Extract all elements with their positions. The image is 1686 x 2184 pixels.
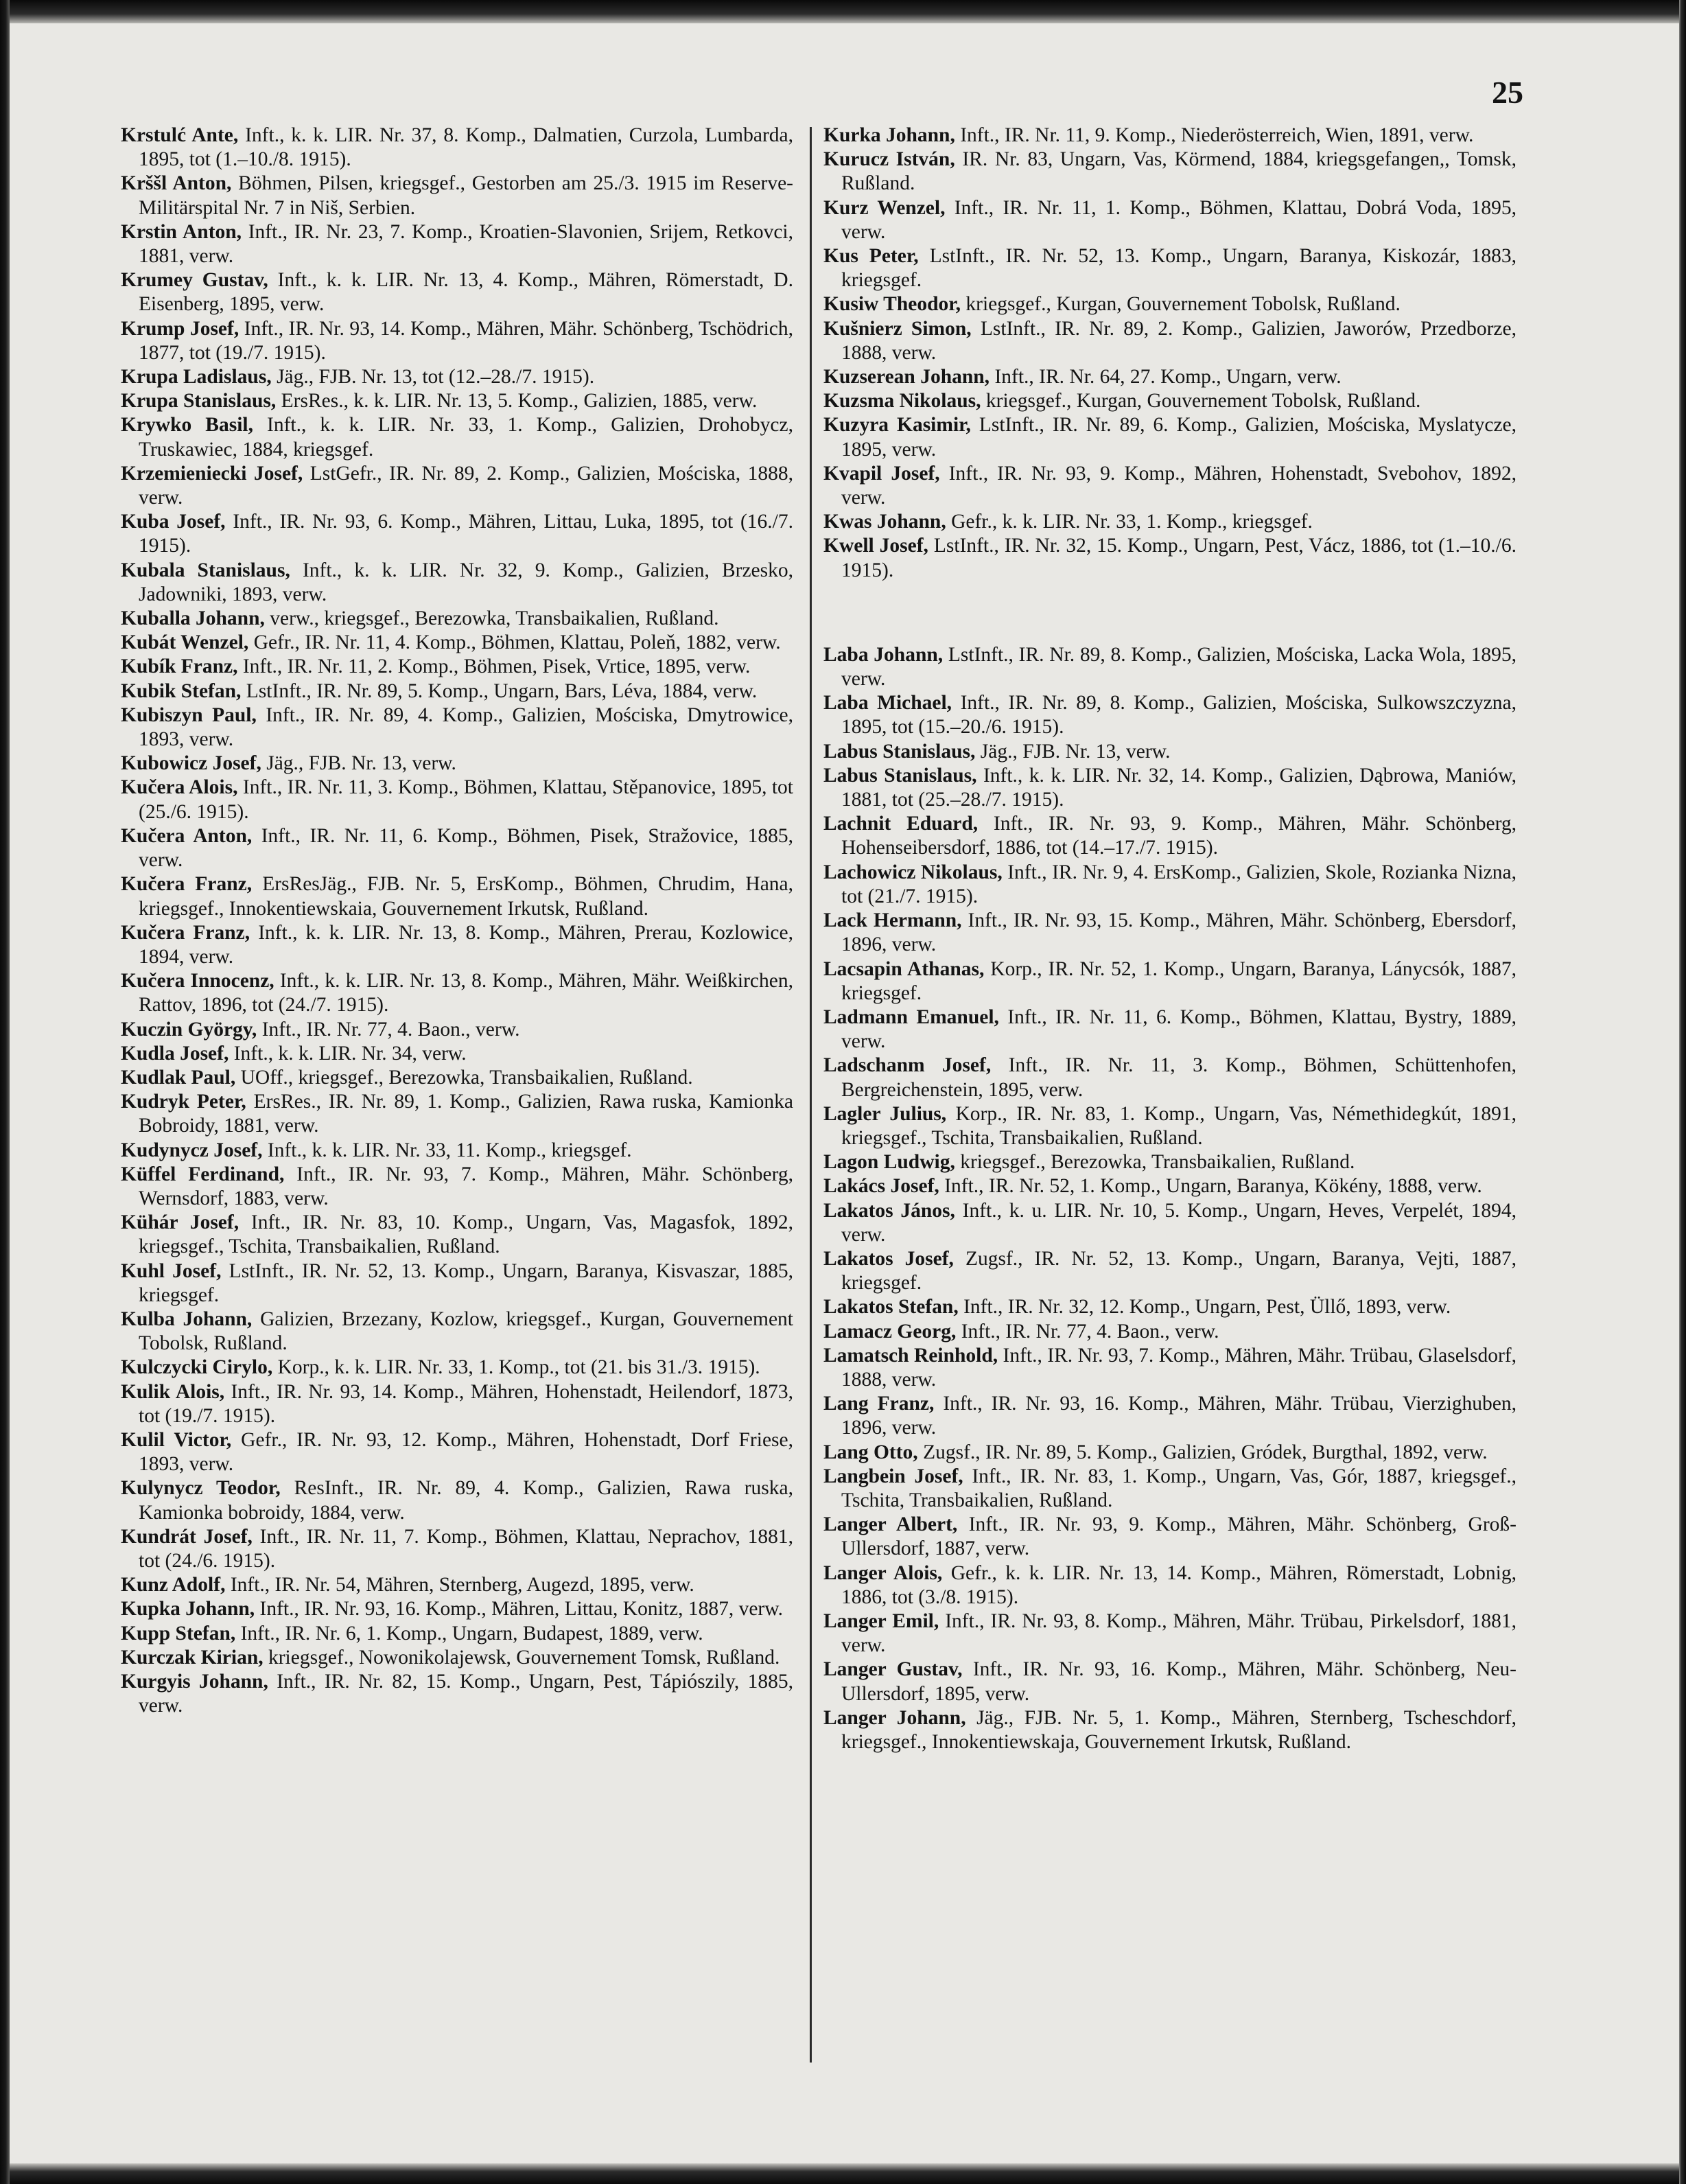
entry-name: Laba Johann, [823,643,944,666]
entry-name: Kučera Franz, [121,873,253,896]
entry-name: Lacsapin Athanas, [823,957,985,980]
casualty-entry [823,196,1517,244]
entry-name: Langer Gustav, [823,1658,963,1681]
entry-details: Inft., IR. Nr. 93, 9. Komp., Mähren, Mähr. Schönberg, Hohenseibersdorf, 1886, tot (14.–17./7. 1915). [841,813,1517,859]
casualty-entry [121,317,793,365]
entry-name: Kulynycz Teodor, [121,1477,281,1500]
casualty-entry [823,1610,1517,1658]
scan-border-left [0,0,10,2184]
casualty-entry [121,872,793,920]
casualty-entry [823,510,1517,534]
entry-details: Inft., k. k. LIR. Nr. 34, verw. [233,1042,467,1065]
entry-name: Kuhl Josef, [121,1259,222,1282]
casualty-entry [121,1356,793,1380]
casualty-entry [823,462,1517,510]
entry-details: Inft., k. k. LIR. Nr. 32, 9. Komp., Galizien, Brzesko, Jadowniki, 1893, verw. [139,559,794,605]
entry-name: Langbein Josef, [823,1465,963,1487]
casualty-entry [121,1066,793,1090]
entry-details: LstInft., IR. Nr. 32, 15. Komp., Ungarn, Pest, Vácz, 1886, tot (1.–10./6. 1915). [841,535,1517,581]
casualty-entry [823,1054,1517,1102]
entry-name: Lachowicz Nikolaus, [823,861,1003,883]
casualty-entry [823,124,1517,148]
entry-details: Inft., k. k. LIR. Nr. 13, 8. Komp., Mähren, Mähr. Weißkirchen, Rattov, 1896, tot (24./7. 1915). [139,970,793,1017]
entry-details: Inft., IR. Nr. 6, 1. Komp., Ungarn, Budapest, 1889, verw. [240,1622,703,1645]
casualty-entry [823,1392,1517,1440]
casualty-entry [823,1199,1517,1247]
entry-details: Inft., IR. Nr. 82, 15. Komp., Ungarn, Pest, Tápiószily, 1885, verw. [139,1671,793,1717]
casualty-entry [121,607,793,631]
entry-details: Inft., IR. Nr. 93, 9. Komp., Mähren, Mähr. Schönberg, Groß-Ullersdorf, 1887, verw. [841,1513,1517,1560]
casualty-entry [121,1380,793,1428]
entry-details: Inft., IR. Nr. 77, 4. Baon., verw. [961,1320,1219,1343]
right-column [823,124,1517,1754]
entry-details: Inft., IR. Nr. 32, 12. Komp., Ungarn, Pest, Üllő, 1893, verw. [963,1296,1451,1318]
casualty-entry [121,559,793,607]
scan-border-right [1679,0,1686,2184]
entry-name: Lachnit Eduard, [823,813,979,835]
casualty-entry [121,1646,793,1670]
casualty-entry [823,148,1517,196]
entry-details: LstInft., IR. Nr. 89, 2. Komp., Galizien, Jaworów, Przedborze, 1888, verw. [841,317,1517,364]
casualty-entry [823,740,1517,764]
scan-border-bottom [0,2163,1686,2184]
entry-name: Kudynycz Josef, [121,1139,263,1161]
entry-name: Kvapil Josef, [823,462,940,485]
casualty-entry [823,1006,1517,1054]
casualty-entry [121,776,793,824]
entry-details: Inft., IR. Nr. 52, 1. Komp., Ungarn, Baranya, Kökény, 1888, verw. [944,1175,1482,1198]
casualty-entry [121,1090,793,1138]
casualty-entry [121,1308,793,1356]
entry-name: Kudla Josef, [121,1042,229,1065]
casualty-entry [823,1320,1517,1344]
entry-name: Krstulć Ante, [121,124,239,146]
casualty-entry [121,1573,793,1597]
entry-details: Inft., IR. Nr. 11, 9. Komp., Niederösterreich, Wien, 1891, verw. [960,124,1474,146]
entry-details: Zugsf., IR. Nr. 89, 5. Komp., Galizien, Gródek, Burgthal, 1892, verw. [923,1441,1488,1463]
entry-details: Inft., k. k. LIR. Nr. 33, 1. Komp., Galizien, Drohobycz, Truskawiec, 1884, kriegsgef. [139,414,793,461]
entry-name: Labus Stanislaus, [823,740,976,763]
casualty-entry [823,691,1517,739]
casualty-entry [121,1211,793,1259]
casualty-entry [121,921,793,969]
entry-details: ErsRes., IR. Nr. 89, 1. Komp., Galizien, Rawa ruska, Kamionka Bobroidy, 1881, verw. [139,1091,794,1137]
casualty-entry [121,172,793,220]
entry-name: Krump Josef, [121,317,239,340]
entry-name: Kuzsma Nikolaus, [823,390,981,413]
entry-name: Kwell Josef, [823,535,928,557]
column-divider [810,127,812,2063]
entry-name: Lamatsch Reinhold, [823,1344,998,1367]
casualty-entry [823,1441,1517,1465]
entry-details: Inft., IR. Nr. 11, 2. Komp., Böhmen, Pisek, Vrtice, 1895, verw. [242,655,751,678]
entry-details: Inft., k. k. LIR. Nr. 13, 4. Komp., Mähren, Römerstadt, D. Eisenberg, 1895, verw. [139,269,793,316]
entry-name: Krumey Gustav, [121,269,268,292]
entry-name: Kučera Alois, [121,776,238,799]
entry-details: Jäg., FJB. Nr. 13, tot (12.–28./7. 1915). [277,366,595,388]
entry-name: Kurka Johann, [823,124,955,146]
entry-name: Krupa Ladislaus, [121,366,272,388]
entry-name: Kuczin György, [121,1018,257,1041]
casualty-entry [121,704,793,752]
entry-details: Inft., IR. Nr. 93, 8. Komp., Mähren, Mähr. Trübau, Pirkelsdorf, 1881, verw. [841,1610,1517,1657]
entry-details: Inft., IR. Nr. 11, 6. Komp., Böhmen, Pisek, Stražovice, 1885, verw. [139,824,794,872]
entry-details: Inft., k. k. LIR. Nr. 33, 11. Komp., kriegsgef. [267,1139,632,1161]
entry-name: Kuballa Johann, [121,607,265,630]
entry-name: Kulba Johann, [121,1308,253,1330]
entry-details: LstInft., IR. Nr. 89, 6. Komp., Galizien, Mościska, Myslatycze, 1895, verw. [841,414,1517,461]
entry-details: ResInft., IR. Nr. 89, 4. Komp., Galizien, Rawa ruska, Kamionka bobroidy, 1884, verw. [139,1477,793,1524]
entry-name: Krstin Anton, [121,220,242,243]
casualty-entry [121,124,793,172]
casualty-entry [121,824,793,872]
casualty-entry [121,1525,793,1573]
entry-details: kriegsgef., Berezowka, Transbaikalien, Rußland. [960,1151,1355,1174]
casualty-entry [121,413,793,461]
entry-name: Labus Stanislaus, [823,764,977,787]
casualty-entry [121,365,793,389]
entry-name: Lang Franz, [823,1393,935,1415]
entry-name: Kuba Josef, [121,511,226,533]
entry-details: Inft., IR. Nr. 83, 1. Komp., Ungarn, Vas, Gór, 1887, kriegsgef., Tschita, Transbaikalien, Rußland. [841,1465,1517,1511]
entry-name: Ladmann Emanuel, [823,1006,999,1028]
entry-name: Lakács Josef, [823,1175,939,1198]
casualty-entry [823,365,1517,389]
entry-name: Kupka Johann, [121,1598,255,1620]
entry-name: Kubala Stanislaus, [121,559,290,581]
casualty-entry [823,957,1517,1006]
entry-details: Korp., k. k. LIR. Nr. 33, 1. Komp., tot (21. bis 31./3. 1915). [277,1356,760,1379]
entry-details: Inft., IR. Nr. 11, 7. Komp., Böhmen, Klattau, Neprachov, 1881, tot (24./6. 1915). [139,1525,793,1572]
casualty-entry [121,1163,793,1211]
entry-name: Langer Albert, [823,1513,958,1536]
entry-name: Lakatos Stefan, [823,1296,959,1318]
entry-name: Kunz Adolf, [121,1574,226,1596]
entry-name: Kurucz István, [823,148,955,171]
casualty-entry [121,1018,793,1042]
entry-details: verw., kriegsgef., Berezowka, Transbaikalien, Rußland. [270,607,719,630]
casualty-entry [121,631,793,655]
entry-details: Jäg., FJB. Nr. 13, verw. [266,752,456,775]
entry-details: Inft., IR. Nr. 11, 3. Komp., Böhmen, Klattau, Stěpanovice, 1895, tot (25./6. 1915). [139,776,794,823]
entry-details: LstInft., IR. Nr. 52, 13. Komp., Ungarn, Baranya, Kisvaszar, 1885, kriegsgef. [139,1259,794,1306]
casualty-entry [823,812,1517,860]
casualty-entry [121,1670,793,1718]
casualty-entry [823,1658,1517,1706]
entry-name: Kurczak Kirian, [121,1646,264,1669]
casualty-entry [823,643,1517,691]
entry-name: Kubát Wenzel, [121,631,249,654]
entry-name: Kundrát Josef, [121,1525,253,1548]
entry-details: Inft., IR. Nr. 11, 3. Komp., Böhmen, Schüttenhofen, Bergreichenstein, 1895, verw. [841,1054,1517,1101]
entry-details: Inft., k. k. LIR. Nr. 13, 8. Komp., Mähren, Prerau, Kozlowice, 1894, verw. [139,921,793,968]
entry-details: Inft., IR. Nr. 93, 14. Komp., Mähren, Hohenstadt, Heilendorf, 1873, tot (19./7. 1915). [139,1380,793,1427]
casualty-entry [823,1102,1517,1150]
entry-details: Zugsf., IR. Nr. 52, 13. Komp., Ungarn, Baranya, Vejti, 1887, kriegsgef. [841,1247,1517,1294]
entry-details: Inft., k. u. LIR. Nr. 10, 5. Komp., Ungarn, Heves, Verpelét, 1894, verw. [841,1199,1517,1246]
entry-details: IR. Nr. 83, Ungarn, Vas, Körmend, 1884, kriegsgefangen,, Tomsk, Rußland. [841,148,1517,195]
entry-details: Gefr., IR. Nr. 11, 4. Komp., Böhmen, Klattau, Poleň, 1882, verw. [253,631,781,654]
entry-details: Jäg., FJB. Nr. 5, 1. Komp., Mähren, Sternberg, Tscheschdorf, kriegsgef., Innokentiewskaja, Gouvernement Irkutsk, Rußland. [841,1706,1517,1753]
casualty-entry [121,1042,793,1066]
entry-details: Böhmen, Pilsen, kriegsgef., Gestorben am 25./3. 1915 im Reserve-Militärspital Nr. 7 in Niš, Serbien. [139,172,793,219]
entry-name: Kuzserean Johann, [823,366,990,388]
entry-details: kriegsgef., Kurgan, Gouvernement Tobolsk, Rußland. [985,390,1421,413]
casualty-entry [823,1344,1517,1392]
entry-name: Kudlak Paul, [121,1066,236,1089]
entry-details: Inft., IR. Nr. 93, 16. Komp., Mähren, Littau, Konitz, 1887, verw. [259,1598,784,1620]
entry-details: LstInft., IR. Nr. 89, 5. Komp., Ungarn, Bars, Léva, 1884, verw. [246,679,758,702]
casualty-entry [823,413,1517,461]
entry-name: Lagon Ludwig, [823,1151,955,1174]
casualty-entry [121,1428,793,1476]
casualty-entry [121,268,793,316]
entry-name: Kus Peter, [823,245,919,268]
entry-details: LstInft., IR. Nr. 52, 13. Komp., Ungarn, Baranya, Kiskozár, 1883, kriegsgef. [841,245,1517,292]
entry-name: Kudryk Peter, [121,1091,246,1113]
casualty-entry [121,220,793,268]
casualty-entry [121,752,793,776]
entry-details: kriegsgef., Nowonikolajewsk, Gouvernement Tomsk, Rußland. [268,1646,780,1669]
entry-details: Inft., IR. Nr. 93, 9. Komp., Mähren, Hohenstadt, Svebohov, 1892, verw. [841,462,1517,509]
entry-details: Galizien, Brzezany, Kozlow, kriegsgef., Kurgan, Gouvernement Tobolsk, Rußland. [139,1308,793,1355]
entry-name: Kupp Stefan, [121,1622,236,1645]
casualty-entry [121,510,793,558]
left-column [121,124,793,1718]
entry-name: Krywko Basil, [121,414,253,437]
entry-details: Inft., k. k. LIR. Nr. 37, 8. Komp., Dalmatien, Curzola, Lumbarda, 1895, tot (1.–10./8. 1915). [139,124,794,171]
casualty-entry [121,462,793,510]
page-number: 25 [1492,75,1523,110]
casualty-entry [121,655,793,679]
entry-details: Inft., IR. Nr. 93, 7. Komp., Mähren, Mähr. Schönberg, Wernsdorf, 1883, verw. [139,1163,793,1209]
entry-name: Kühár Josef, [121,1211,239,1234]
entry-details: kriegsgef., Kurgan, Gouvernement Tobolsk, Rußland. [965,293,1401,316]
entry-details: UOff., kriegsgef., Berezowka, Transbaikalien, Rußland. [240,1066,693,1089]
entry-details: LstInft., IR. Nr. 89, 8. Komp., Galizien, Mościska, Lacka Wola, 1895, verw. [841,643,1517,690]
entry-name: Kušnierz Simon, [823,317,972,340]
entry-name: Kuzyra Kasimir, [823,414,971,437]
entry-details: Inft., IR. Nr. 77, 4. Baon., verw. [261,1018,520,1041]
entry-details: ErsRes., k. k. LIR. Nr. 13, 5. Komp., Galizien, 1885, verw. [281,390,758,413]
entry-details: Inft., IR. Nr. 9, 4. ErsKomp., Galizien, Skole, Rozianka Nizna, tot (21./7. 1915). [841,861,1517,907]
casualty-entry [121,389,793,413]
casualty-entry [823,1706,1517,1754]
entry-details: Inft., IR. Nr. 83, 10. Komp., Ungarn, Vas, Magasfok, 1892, kriegsgef., Tschita, Transbaikalien, Rußland. [139,1211,794,1258]
casualty-entry [121,1476,793,1524]
casualty-entry [121,1259,793,1308]
casualty-entry [121,679,793,704]
casualty-entry [823,1561,1517,1610]
entry-name: Laba Michael, [823,692,952,715]
casualty-entry [823,1465,1517,1513]
entry-name: Lamacz Georg, [823,1320,957,1343]
casualty-entry [823,317,1517,365]
entry-details: Inft., IR. Nr. 11, 6. Komp., Böhmen, Klattau, Bystry, 1889, verw. [841,1006,1517,1053]
scan-border-top [0,0,1686,23]
entry-name: Kubik Stefan, [121,679,242,702]
entry-name: Krupa Stanislaus, [121,390,277,413]
entry-name: Langer Emil, [823,1610,939,1632]
entry-name: Kučera Anton, [121,824,253,847]
entry-details: Inft., IR. Nr. 93, 16. Komp., Mähren, Mähr. Trübau, Vierzighuben, 1896, verw. [841,1393,1517,1439]
entry-name: Küffel Ferdinand, [121,1163,285,1185]
entry-name: Kurgyis Johann, [121,1671,268,1693]
entry-details: Inft., IR. Nr. 93, 16. Komp., Mähren, Mähr. Schönberg, Neu-Ullersdorf, 1895, verw. [841,1658,1517,1705]
entry-details: Inft., IR. Nr. 89, 8. Komp., Galizien, Mościska, Sulkowszczyzna, 1895, tot (15.–20./6. 1915). [841,692,1517,739]
entry-name: Lakatos János, [823,1199,955,1222]
entry-name: Ladschanm Josef, [823,1054,992,1077]
entry-name: Krššl Anton, [121,172,232,195]
casualty-entry [121,1139,793,1163]
entry-name: Kubiszyn Paul, [121,704,257,726]
entry-name: Kučera Innocenz, [121,970,274,992]
entry-details: Jäg., FJB. Nr. 13, verw. [980,740,1171,763]
entry-details: Gefr., IR. Nr. 93, 12. Komp., Mähren, Hohenstadt, Dorf Friese, 1893, verw. [139,1428,793,1476]
entry-name: Langer Johann, [823,1706,966,1729]
casualty-entry [823,1174,1517,1198]
entry-name: Kubowicz Josef, [121,752,261,775]
casualty-entry [823,909,1517,957]
entry-name: Lagler Julius, [823,1102,947,1125]
entry-details: Inft., IR. Nr. 93, 7. Komp., Mähren, Mähr. Trübau, Glaselsdorf, 1888, verw. [841,1344,1517,1391]
entry-details: Korp., IR. Nr. 83, 1. Komp., Ungarn, Vas, Némethidegkút, 1891, kriegsgef., Tschita, Transbaikalien, Rußland. [841,1102,1517,1149]
entry-name: Kulik Alois, [121,1380,225,1403]
entry-details: ErsResJäg., FJB. Nr. 5, ErsKomp., Böhmen, Chrudim, Hana, kriegsgef., Innokentiewskaia, Gouvernement Irkutsk, Rußland. [139,873,794,920]
entry-name: Kwas Johann, [823,511,946,533]
entry-details: LstGefr., IR. Nr. 89, 2. Komp., Galizien, Mościska, 1888, verw. [139,462,793,509]
casualty-entry [823,1295,1517,1319]
casualty-entry [823,389,1517,413]
entry-name: Langer Alois, [823,1561,943,1584]
entry-name: Lang Otto, [823,1441,918,1463]
casualty-entry [823,1247,1517,1295]
entry-details: Inft., IR. Nr. 93, 6. Komp., Mähren, Littau, Luka, 1895, tot (16./7. 1915). [139,511,793,557]
entry-details: Inft., IR. Nr. 11, 1. Komp., Böhmen, Klattau, Dobrá Voda, 1895, verw. [841,196,1517,243]
entry-name: Kulczycki Cirylo, [121,1356,273,1379]
entry-name: Krzemieniecki Josef, [121,462,303,485]
entry-name: Kučera Franz, [121,921,250,944]
entry-details: Inft., IR. Nr. 93, 15. Komp., Mähren, Mähr. Schönberg, Ebersdorf, 1896, verw. [841,909,1517,956]
entry-details: Gefr., k. k. LIR. Nr. 33, 1. Komp., kriegsgef. [951,511,1313,533]
entry-name: Kubík Franz, [121,655,238,678]
casualty-entry [823,292,1517,316]
casualty-entry [823,534,1517,582]
entry-name: Kulil Victor, [121,1428,232,1451]
casualty-entry [823,764,1517,812]
entry-name: Lakatos Josef, [823,1247,954,1270]
entry-details: Inft., IR. Nr. 93, 14. Komp., Mähren, Mähr. Schönberg, Tschödrich, 1877, tot (19./7. 1915). [139,317,794,364]
casualty-entry [823,1150,1517,1174]
casualty-entry [823,244,1517,292]
entry-details: Inft., IR. Nr. 54, Mähren, Sternberg, Augezd, 1895, verw. [230,1574,694,1596]
casualty-entry [823,861,1517,909]
entry-name: Kurz Wenzel, [823,196,946,219]
casualty-entry [121,969,793,1017]
entry-details: Inft., IR. Nr. 89, 4. Komp., Galizien, Mościska, Dmytrowice, 1893, verw. [139,704,794,751]
casualty-entry [823,1513,1517,1561]
entry-name: Kusiw Theodor, [823,293,961,316]
entry-details: Korp., IR. Nr. 52, 1. Komp., Ungarn, Baranya, Lánycsók, 1887, kriegsgef. [841,957,1517,1004]
entry-name: Lack Hermann, [823,909,962,932]
entry-details: Inft., IR. Nr. 23, 7. Komp., Kroatien-Slavonien, Srijem, Retkovci, 1881, verw. [139,220,793,268]
entry-details: Inft., k. k. LIR. Nr. 32, 14. Komp., Galizien, Dąbrowa, Maniów, 1881, tot (25.–28./7. 1915). [841,764,1517,811]
casualty-entry [121,1622,793,1646]
casualty-entry [121,1597,793,1621]
entry-details: Inft., IR. Nr. 64, 27. Komp., Ungarn, verw. [994,366,1342,388]
entry-details: Gefr., k. k. LIR. Nr. 13, 14. Komp., Mähren, Römerstadt, Lobnig, 1886, tot (3./8. 1915). [841,1561,1517,1608]
